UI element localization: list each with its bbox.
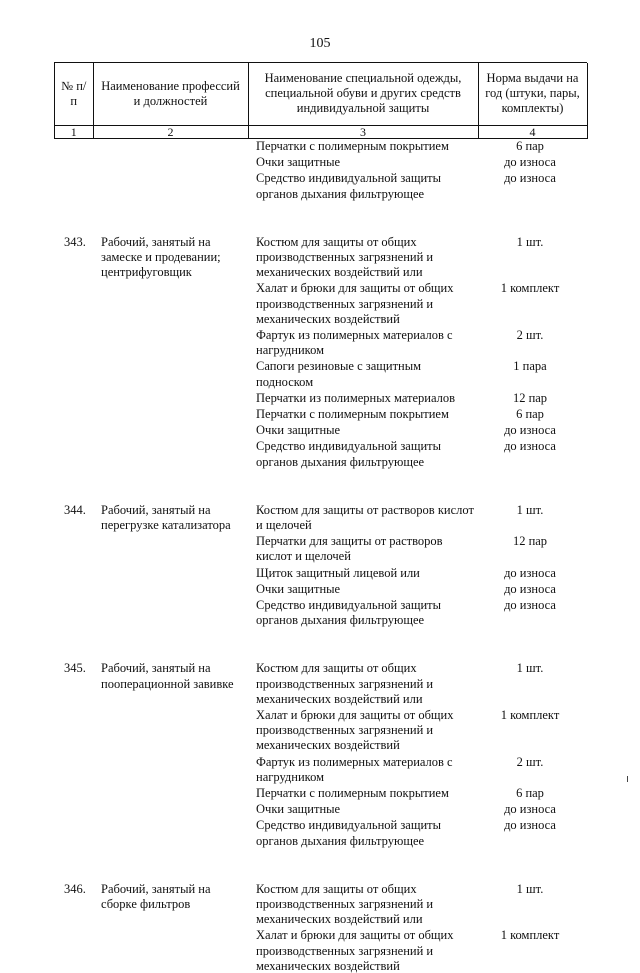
- equipment-item-line: Костюм для защиты от растворов кислот: [256, 502, 474, 517]
- equipment-item-line: Средство индивидуальной защиты: [256, 439, 442, 454]
- norm-value: 1 комплект: [500, 708, 560, 722]
- norm-value: 1 шт.: [516, 881, 544, 896]
- equipment-item-line: Костюм для защиты от общих: [256, 881, 417, 896]
- equipment-item-line: Фартук из полимерных материалов с: [256, 328, 453, 342]
- equipment-item-line: нагрудником: [256, 343, 325, 358]
- table-header: [54, 62, 587, 139]
- entry-number: 346.: [64, 881, 86, 896]
- profession-line: сборке фильтров: [101, 897, 191, 911]
- equipment-item-line: органов дыхания фильтрующее: [256, 833, 425, 848]
- norm-value: до износа: [504, 802, 556, 817]
- norm-value: 1 шт.: [516, 502, 544, 517]
- equipment-item-line: кислот и щелочей: [256, 549, 351, 564]
- header-num: № п/п: [55, 63, 93, 125]
- equipment-item-line: Щиток защитный лицевой или: [256, 565, 420, 580]
- equipment-item-line: Халат и брюки для защиты от общих: [256, 708, 454, 722]
- equipment-item-line: подноском: [256, 374, 314, 389]
- norm-value: 1 пара: [513, 359, 547, 374]
- equipment-item-line: Халат и брюки для защиты от общих: [256, 281, 454, 296]
- norm-value: до износа: [504, 439, 556, 454]
- entry-number: 343.: [64, 234, 86, 249]
- equipment-item-line: Средство индивидуальной защиты: [256, 598, 442, 612]
- equipment-item-line: производственных загрязнений и: [256, 296, 434, 311]
- profession-line: Рабочий, занятый на: [101, 234, 211, 249]
- equipment-item-line: производственных загрязнений и: [256, 723, 434, 738]
- equipment-item-line: механических воздействий: [256, 738, 400, 753]
- equipment-item-line: механических воздействий или: [256, 265, 423, 280]
- norm-value: 12 пар: [512, 534, 548, 549]
- equipment-item-line: Перчатки для защиты от растворов: [256, 534, 443, 549]
- equipment-item-line: производственных загрязнений и: [256, 676, 434, 691]
- scan-mark: [627, 776, 628, 782]
- norm-value: до износа: [504, 155, 556, 170]
- norm-value: 6 пар: [516, 407, 544, 421]
- equipment-item-line: механических воздействий или: [256, 912, 423, 927]
- header-norm: Норма выдачи на год (штуки, пары, комплекты): [478, 63, 587, 125]
- equipment-item-line: механических воздействий или: [256, 691, 423, 706]
- equipment-item-line: Перчатки с полимерным покрытием: [256, 407, 449, 421]
- equipment-item-line: органов дыхания фильтрующее: [256, 186, 425, 201]
- profession-line: Рабочий, занятый на: [101, 502, 211, 517]
- entry-number: 344.: [64, 502, 86, 517]
- profession-line: Рабочий, занятый на: [101, 661, 211, 676]
- profession-line: перегрузке катализатора: [101, 518, 231, 532]
- norm-value: 6 пар: [516, 139, 544, 153]
- equipment-item-line: Очки защитные: [256, 802, 341, 817]
- profession-line: пооперационной завивке: [101, 676, 234, 691]
- col-number-4: 4: [478, 125, 587, 138]
- col-number-1: 1: [55, 125, 93, 138]
- entry-number: 345.: [64, 661, 86, 676]
- profession-line: центрифуговщик: [101, 265, 192, 280]
- equipment-item-line: и щелочей: [256, 518, 312, 532]
- col-number-3: 3: [248, 125, 478, 138]
- norm-value: 1 шт.: [516, 661, 544, 676]
- equipment-item-line: органов дыхания фильтрующее: [256, 454, 425, 469]
- equipment-item-line: Сапоги резиновые с защитным: [256, 359, 422, 374]
- norm-value: 2 шт.: [516, 328, 544, 342]
- equipment-item-line: Перчатки из полимерных материалов: [256, 390, 456, 405]
- header-equipment: Наименование специальной одежды, специальной обуви и других средств индивидуальной защиты: [248, 63, 478, 125]
- header-profession: Наименование профессий и должностей: [93, 63, 248, 125]
- equipment-item-line: производственных загрязнений и: [256, 943, 434, 958]
- norm-value: до износа: [504, 171, 556, 186]
- equipment-item-line: органов дыхания фильтрующее: [256, 613, 425, 628]
- equipment-item-line: Костюм для защиты от общих: [256, 234, 417, 249]
- equipment-item-line: Средство индивидуальной защиты: [256, 171, 442, 186]
- equipment-item-line: нагрудником: [256, 769, 325, 784]
- equipment-item-line: Очки защитные: [256, 155, 341, 170]
- profession-line: замеске и продевании;: [101, 250, 221, 264]
- norm-value: до износа: [504, 581, 556, 596]
- norm-value: до износа: [504, 423, 556, 438]
- norm-value: до износа: [504, 565, 556, 580]
- equipment-item-line: Перчатки с полимерным покрытием: [256, 786, 449, 800]
- equipment-item-line: механических воздействий: [256, 311, 400, 326]
- equipment-item-line: Фартук из полимерных материалов с: [256, 754, 453, 769]
- norm-value: 1 комплект: [500, 281, 560, 296]
- norm-value: до износа: [504, 598, 556, 612]
- norm-value: 6 пар: [516, 786, 544, 800]
- equipment-item-line: Очки защитные: [256, 423, 341, 438]
- col-number-2: 2: [93, 125, 248, 138]
- norm-value: 12 пар: [512, 390, 548, 405]
- norm-value: 1 шт.: [516, 234, 544, 249]
- equipment-item-line: производственных загрязнений и: [256, 250, 434, 264]
- norm-value: до износа: [504, 818, 556, 833]
- equipment-item-line: механических воздействий: [256, 958, 400, 973]
- equipment-item-line: Перчатки с полимерным покрытием: [256, 139, 449, 153]
- norm-value: 1 комплект: [500, 928, 560, 943]
- page-number: 105: [309, 36, 331, 51]
- equipment-item-line: Средство индивидуальной защиты: [256, 818, 442, 833]
- equipment-item-line: Халат и брюки для защиты от общих: [256, 928, 454, 943]
- equipment-item-line: Очки защитные: [256, 581, 341, 596]
- header-table: [55, 63, 588, 139]
- equipment-item-line: производственных загрязнений и: [256, 897, 434, 911]
- equipment-item-line: Костюм для защиты от общих: [256, 661, 417, 676]
- norm-value: 2 шт.: [516, 754, 544, 769]
- profession-line: Рабочий, занятый на: [101, 881, 211, 896]
